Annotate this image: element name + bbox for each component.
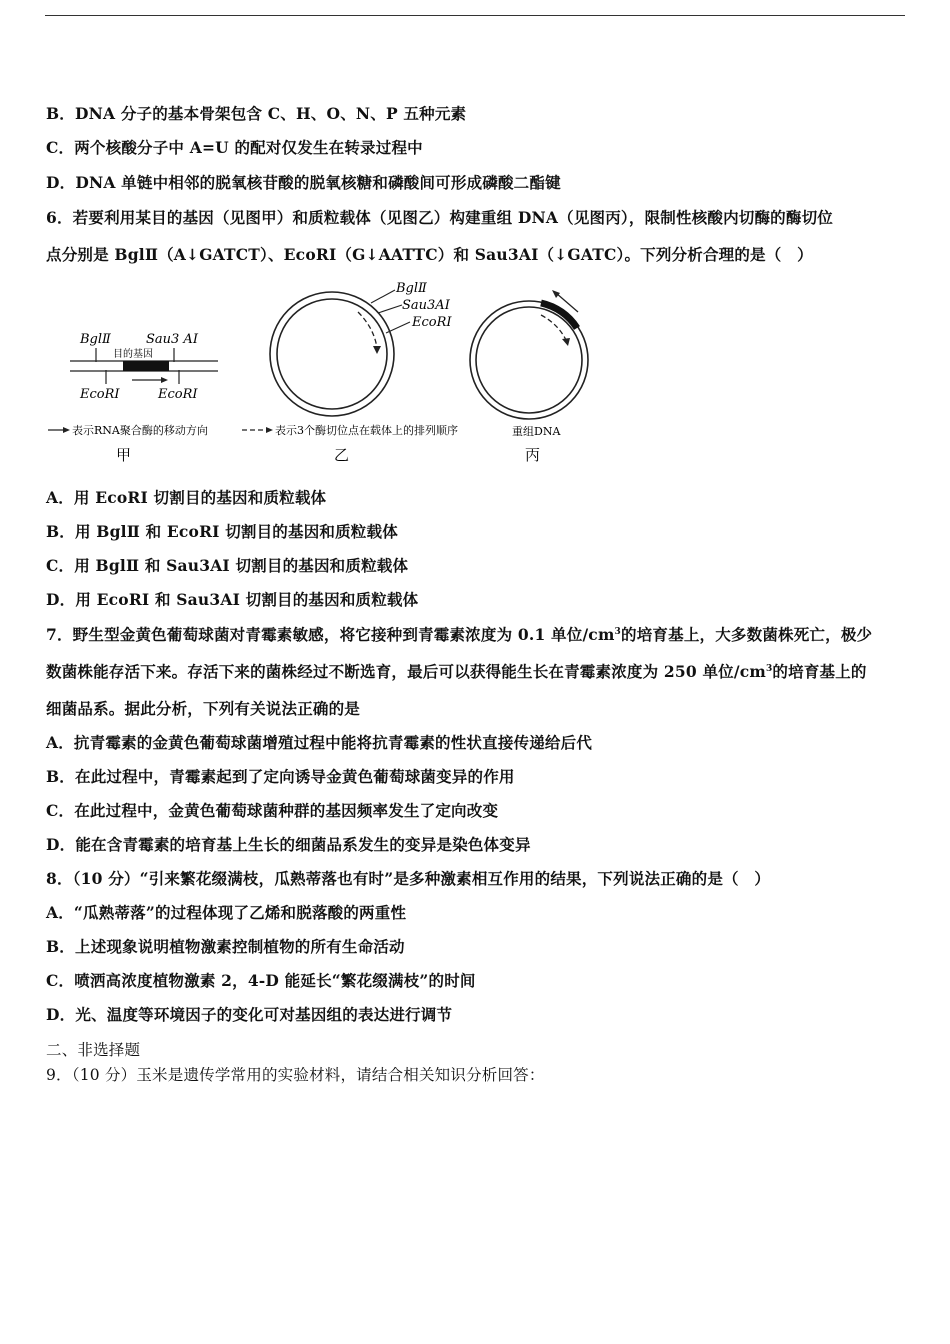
q7-stem-2-tail: 的培育基上的 [772,662,867,681]
q6-option-b: B．用 BglⅡ 和 EcoRⅠ 切割目的基因和质粒载体 [46,522,398,541]
q7-stem-1-sup: 3 [614,626,622,637]
jia-eco1-label: EcoRⅠ [80,387,120,402]
q8-option-c: C．喷洒高浓度植物激素 2，4-D 能延长“繁花缀满枝”的时间 [46,971,476,990]
q7-stem-1-text: 7．野生型金黄色葡萄球菌对青霉素敏感，将它接种到青霉素浓度为 0.1 单位/cm [46,625,615,644]
q7-option-a: A．抗青霉素的金黄色葡萄球菌增殖过程中能将抗青霉素的性状直接传递给后代 [46,733,593,752]
q7-stem-1 [46,623,872,645]
q7-stem-2-text: 数菌株能存活下来。存活下来的菌株经过不断选育，最后可以获得能生长在青霉素浓度为 250 单位/cm [46,662,766,681]
jia-eco2-label: EcoRⅠ [158,387,198,402]
q9-stem: 9．（10 分）玉米是遗传学常用的实验材料，请结合相关知识分析回答： [46,1066,545,1084]
q5-option-b: B．DNA 分子的基本骨架包含 C、H、O、N、P 五种元素 [46,104,467,123]
q6-stem-2: 点分别是 BglⅡ（A↓GATCT）、EcoRⅠ（G↓AATTC）和 Sau3AⅠ（↓GATC）。下列分析合理的是（ ） [46,245,813,264]
target-gene-block [123,361,169,371]
jia-bgl-label: BglⅡ [80,332,111,347]
q7-stem-3: 细菌品系。据此分析，下列有关说法正确的是 [46,699,361,718]
q7-option-b: B．在此过程中，青霉素起到了定向诱导金黄色葡萄球菌变异的作用 [46,767,515,786]
q6-option-a: A．用 EcoRⅠ 切割目的基因和质粒载体 [46,488,327,507]
q7-option-d: D．能在含青霉素的培育基上生长的细菌品系发生的变异是染色体变异 [46,835,531,854]
q7-stem-1-tail: 的培育基上，大多数菌株死亡，极少 [621,625,873,644]
restriction-figure [40,278,640,468]
q6-stem-1: 6．若要利用某目的基因（见图甲）和质粒载体（见图乙）构建重组 DNA（见图丙），限制性核酸内切酶的酶切位 [46,208,833,227]
yi-legend: 表示3个酶切位点在载体上的排列顺序 [275,424,458,437]
figure-yi [242,281,458,464]
q5-option-c: C．两个核酸分子中 A=U 的配对仅发生在转录过程中 [46,138,423,157]
arrow-icon [63,427,70,433]
q6-option-d: D．用 EcoRⅠ 和 Sau3AⅠ 切割目的基因和质粒载体 [46,590,419,609]
yi-sau-label: Sau3AⅠ [402,298,450,313]
jia-gene-label: 目的基因 [113,349,153,360]
q8-option-a: A．“瓜熟蒂落”的过程体现了乙烯和脱落酸的两重性 [46,903,407,922]
q8-stem: 8．（10 分）“引来繁花缀满枝，瓜熟蒂落也有时”是多种激素相互作用的结果，下列说法正确的是（ ） [46,869,771,888]
yi-bgl-label: BglⅡ [396,281,427,296]
q6-option-c: C．用 BglⅡ 和 Sau3AⅠ 切割目的基因和质粒载体 [46,556,409,575]
jia-sau-label: Sau3 AⅠ [146,332,198,347]
q7-stem-2-sup: 3 [765,663,773,674]
header-rule [45,15,905,16]
q7-stem-2 [46,660,867,682]
jia-caption: 甲 [116,446,132,464]
figure-jia [48,332,218,464]
q8-option-d: D．光、温度等环境因子的变化可对基因组的表达进行调节 [46,1005,453,1024]
jia-legend: 表示RNA聚合酶的移动方向 [72,424,208,437]
q7-option-c: C．在此过程中，金黄色葡萄球菌种群的基因频率发生了定向改变 [46,801,499,820]
yi-caption: 乙 [334,446,350,464]
q5-option-d: D．DNA 单链中相邻的脱氧核苷酸的脱氧核糖和磷酸间可形成磷酸二酯键 [46,173,561,192]
q8-option-b: B．上述现象说明植物激素控制植物的所有生命活动 [46,937,405,956]
bing-caption: 丙 [525,446,541,464]
yi-eco-label: EcoRⅠ [412,315,452,330]
figure-bing [470,290,588,464]
section-heading: 二、非选择题 [46,1041,141,1059]
bing-label: 重组DNA [512,425,561,438]
